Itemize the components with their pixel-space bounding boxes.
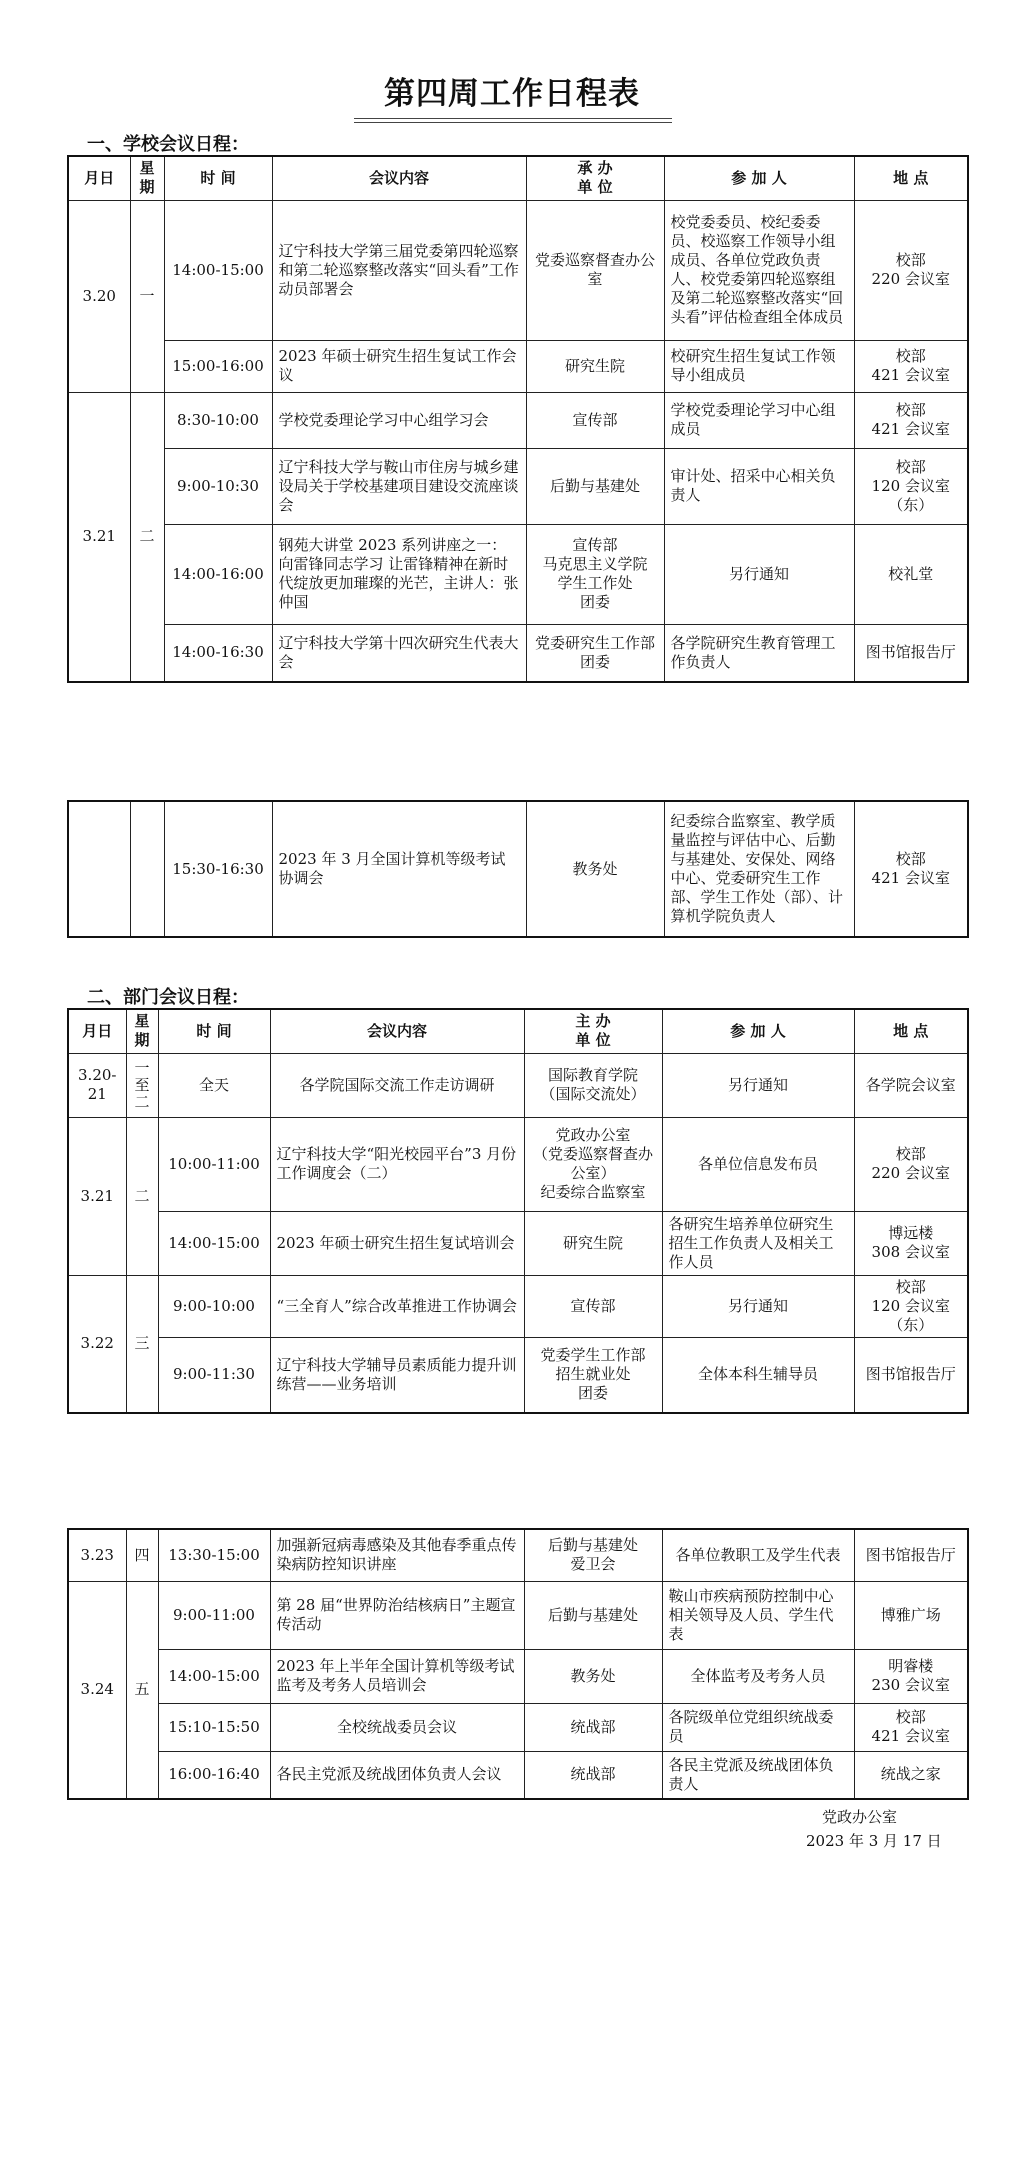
col-header-time: 时 间 [164, 156, 272, 200]
section-department-meetings: 二、部门会议日程： [87, 987, 249, 1008]
weekday-cell: 一 至 二 [126, 1053, 158, 1117]
col-header-weekday: 星 期 [126, 1009, 158, 1053]
org-cell: 后勤与基建处 [524, 1581, 662, 1649]
org-cell: 国际教育学院 （国际交流处） [524, 1053, 662, 1117]
people-cell: 鞍山市疾病预防控制中心相关领导及人员、学生代表 [662, 1581, 854, 1649]
place-cell: 校部 120 会议室 （东） [854, 1275, 968, 1337]
weekday-cell: 五 [126, 1581, 158, 1799]
time-cell: 8:30-10:00 [164, 392, 272, 448]
place-cell: 校部 220 会议室 [854, 1117, 968, 1211]
org-cell: 党委研究生工作部 团委 [526, 624, 664, 682]
table-row [68, 1337, 968, 1413]
content-cell: 2023 年上半年全国计算机等级考试监考及考务人员培训会 [270, 1649, 524, 1703]
time-cell: 14:00-15:00 [158, 1649, 270, 1703]
col-header-weekday: 星 期 [130, 156, 164, 200]
org-cell: 研究生院 [526, 340, 664, 392]
table-row [68, 1211, 968, 1275]
place-cell: 校部 120 会议室 （东） [854, 448, 968, 524]
org-cell: 统战部 [524, 1751, 662, 1799]
content-cell: 辽宁科技大学第十四次研究生代表大会 [272, 624, 526, 682]
place-cell: 校部 220 会议室 [854, 200, 968, 340]
col-header-org: 主 办 单 位 [524, 1009, 662, 1053]
col-header-people: 参 加 人 [664, 156, 854, 200]
people-cell: 校研究生招生复试工作领导小组成员 [664, 340, 854, 392]
table-row [68, 1649, 968, 1703]
department-meeting-table [67, 1008, 969, 1414]
col-header-content: 会议内容 [270, 1009, 524, 1053]
table-row [68, 340, 968, 392]
time-cell: 10:00-11:00 [158, 1117, 270, 1211]
content-cell: 全校统战委员会议 [270, 1703, 524, 1751]
org-cell: 党委巡察督查办公室 [526, 200, 664, 340]
table-row [68, 200, 968, 340]
footer-office: 党政办公室 [822, 1808, 898, 1826]
date-cell: 3.23 [68, 1529, 126, 1581]
weekday-cell: 三 [126, 1275, 158, 1413]
content-cell: 钢苑大讲堂 2023 系列讲座之一：向雷锋同志学习 让雷锋精神在新时代绽放更加璀璨的光芒，主讲人：张仲国 [272, 524, 526, 624]
org-cell: 宣传部 马克思主义学院 学生工作处 团委 [526, 524, 664, 624]
school-meeting-table [67, 155, 969, 683]
place-cell: 校部 421 会议室 [854, 392, 968, 448]
people-cell: 另行通知 [664, 524, 854, 624]
org-cell: 党委学生工作部 招生就业处 团委 [524, 1337, 662, 1413]
org-cell: 后勤与基建处 [526, 448, 664, 524]
content-cell: 2023 年 3 月全国计算机等级考试协调会 [272, 801, 526, 937]
table-row [68, 1751, 968, 1799]
content-cell: 辽宁科技大学第三届党委第四轮巡察和第二轮巡察整改落实“回头看”工作动员部署会 [272, 200, 526, 340]
col-header-date: 月日 [68, 156, 130, 200]
people-cell: 校党委委员、校纪委委员、校巡察工作领导小组成员、各单位党政负责人、校党委第四轮巡察组及第二轮巡察整改落实“回头看”评估检查组全体成员 [664, 200, 854, 340]
col-header-place: 地 点 [854, 156, 968, 200]
table-row [68, 1053, 968, 1117]
date-cell: 3.24 [68, 1581, 126, 1799]
org-cell: 统战部 [524, 1703, 662, 1751]
place-cell: 图书馆报告厅 [854, 1529, 968, 1581]
place-cell: 各学院会议室 [854, 1053, 968, 1117]
table-header-row [68, 1009, 968, 1053]
department-meeting-table-continued [67, 1528, 969, 1800]
content-cell: 第 28 届“世界防治结核病日”主题宣传活动 [270, 1581, 524, 1649]
col-header-date: 月日 [68, 1009, 126, 1053]
people-cell: 另行通知 [662, 1053, 854, 1117]
time-cell: 全天 [158, 1053, 270, 1117]
place-cell: 博远楼 308 会议室 [854, 1211, 968, 1275]
title-underline [354, 118, 672, 123]
content-cell: 各学院国际交流工作走访调研 [270, 1053, 524, 1117]
weekday-cell: 四 [126, 1529, 158, 1581]
org-cell: 后勤与基建处 爱卫会 [524, 1529, 662, 1581]
place-cell: 统战之家 [854, 1751, 968, 1799]
table-row [68, 1703, 968, 1751]
time-cell: 9:00-11:30 [158, 1337, 270, 1413]
table-row [68, 1581, 968, 1649]
section-school-meetings: 一、学校会议日程： [87, 134, 249, 155]
date-cell: 3.21 [68, 1117, 126, 1275]
date-cell: 3.20- 21 [68, 1053, 126, 1117]
table-row [68, 524, 968, 624]
weekday-cell: 一 [130, 200, 164, 392]
date-cell: 3.21 [68, 392, 130, 682]
people-cell: 各院级单位党组织统战委员 [662, 1703, 854, 1751]
footer-date: 2023 年 3 月 17 日 [806, 1832, 942, 1850]
content-cell: 学校党委理论学习中心组学习会 [272, 392, 526, 448]
place-cell: 校礼堂 [854, 524, 968, 624]
col-header-place: 地 点 [854, 1009, 968, 1053]
people-cell: 学校党委理论学习中心组成员 [664, 392, 854, 448]
place-cell: 图书馆报告厅 [854, 624, 968, 682]
school-meeting-table-continued [67, 800, 969, 938]
people-cell: 另行通知 [662, 1275, 854, 1337]
table-row [68, 624, 968, 682]
table-row [68, 1117, 968, 1211]
content-cell: 2023 年硕士研究生招生复试培训会 [270, 1211, 524, 1275]
time-cell: 14:00-16:30 [164, 624, 272, 682]
people-cell: 各学院研究生教育管理工作负责人 [664, 624, 854, 682]
time-cell: 9:00-10:00 [158, 1275, 270, 1337]
org-cell: 党政办公室 （党委巡察督查办公室） 纪委综合监察室 [524, 1117, 662, 1211]
time-cell: 14:00-15:00 [164, 200, 272, 340]
table-row [68, 448, 968, 524]
time-cell: 15:00-16:00 [164, 340, 272, 392]
time-cell: 15:30-16:30 [164, 801, 272, 937]
people-cell: 全体监考及考务人员 [662, 1649, 854, 1703]
table-header-row [68, 156, 968, 200]
org-cell: 研究生院 [524, 1211, 662, 1275]
time-cell: 15:10-15:50 [158, 1703, 270, 1751]
people-cell: 各单位信息发布员 [662, 1117, 854, 1211]
time-cell: 9:00-10:30 [164, 448, 272, 524]
time-cell: 13:30-15:00 [158, 1529, 270, 1581]
weekday-cell: 二 [126, 1117, 158, 1275]
page-title: 第四周工作日程表 [384, 76, 640, 112]
time-cell: 14:00-16:00 [164, 524, 272, 624]
place-cell: 校部 421 会议室 [854, 340, 968, 392]
table-row [68, 1275, 968, 1337]
people-cell: 各民主党派及统战团体负责人 [662, 1751, 854, 1799]
content-cell: 加强新冠病毒感染及其他春季重点传染病防控知识讲座 [270, 1529, 524, 1581]
date-cell: 3.22 [68, 1275, 126, 1413]
weekday-cell: 二 [130, 392, 164, 682]
time-cell: 14:00-15:00 [158, 1211, 270, 1275]
people-cell: 全体本科生辅导员 [662, 1337, 854, 1413]
place-cell: 校部 421 会议室 [854, 1703, 968, 1751]
table-row [68, 392, 968, 448]
content-cell: 2023 年硕士研究生招生复试工作会议 [272, 340, 526, 392]
place-cell: 明睿楼 230 会议室 [854, 1649, 968, 1703]
content-cell: 各民主党派及统战团体负责人会议 [270, 1751, 524, 1799]
table-row [68, 1529, 968, 1581]
org-cell: 宣传部 [524, 1275, 662, 1337]
org-cell: 教务处 [524, 1649, 662, 1703]
time-cell: 9:00-11:00 [158, 1581, 270, 1649]
place-cell: 校部 421 会议室 [854, 801, 968, 937]
place-cell: 图书馆报告厅 [854, 1337, 968, 1413]
table-row [68, 801, 968, 937]
people-cell: 纪委综合监察室、教学质量监控与评估中心、后勤与基建处、安保处、网络中心、党委研究生工作部、学生工作处（部）、计算机学院负责人 [664, 801, 854, 937]
org-cell: 宣传部 [526, 392, 664, 448]
content-cell: 辽宁科技大学与鞍山市住房与城乡建设局关于学校基建项目建设交流座谈会 [272, 448, 526, 524]
col-header-org: 承 办 单 位 [526, 156, 664, 200]
time-cell: 16:00-16:40 [158, 1751, 270, 1799]
content-cell: 辽宁科技大学“阳光校园平台”3 月份工作调度会（二） [270, 1117, 524, 1211]
people-cell: 各研究生培养单位研究生招生工作负责人及相关工作人员 [662, 1211, 854, 1275]
content-cell: 辽宁科技大学辅导员素质能力提升训练营——业务培训 [270, 1337, 524, 1413]
weekday-cell [130, 801, 164, 937]
date-cell [68, 801, 130, 937]
col-header-content: 会议内容 [272, 156, 526, 200]
col-header-time: 时 间 [158, 1009, 270, 1053]
content-cell: “三全育人”综合改革推进工作协调会 [270, 1275, 524, 1337]
org-cell: 教务处 [526, 801, 664, 937]
people-cell: 审计处、招采中心相关负责人 [664, 448, 854, 524]
col-header-people: 参 加 人 [662, 1009, 854, 1053]
people-cell: 各单位教职工及学生代表 [662, 1529, 854, 1581]
date-cell: 3.20 [68, 200, 130, 392]
place-cell: 博雅广场 [854, 1581, 968, 1649]
